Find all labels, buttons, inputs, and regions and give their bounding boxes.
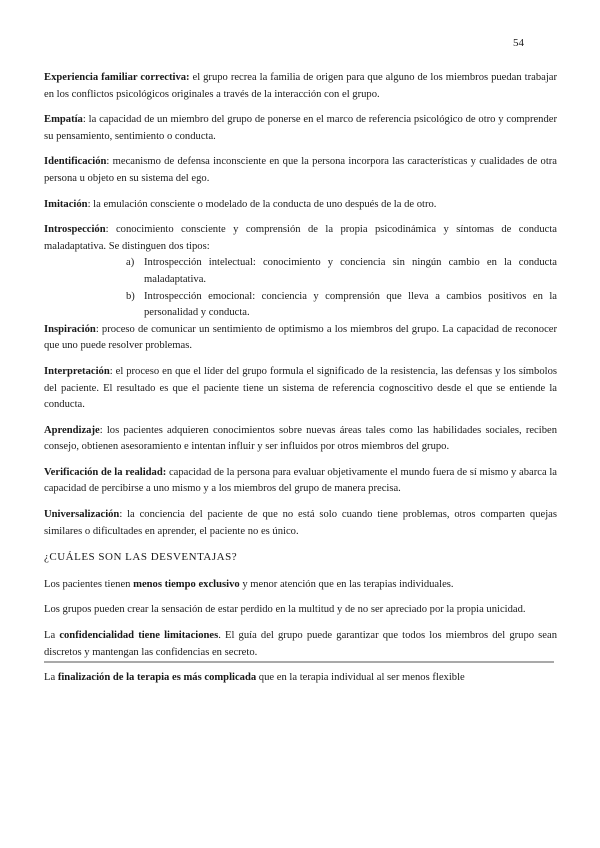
- definition-text: : conocimiento consciente y comprensión de la propia psicodinámica y síntomas de conducta maladaptativa. Se distinguen dos tipos:: [44, 224, 557, 252]
- emphasis: finalización de la terapia es más complicada: [57, 672, 257, 684]
- definition-term: Interpretación: [44, 365, 110, 377]
- text-run: Los pacientes tienen: [44, 578, 134, 590]
- definition-paragraph: [44, 465, 557, 498]
- definition-term: Inspiración: [44, 323, 96, 335]
- definition-text: : la emulación consciente o modelado de la conducta de uno después de la de otro.: [87, 198, 437, 210]
- list-item: [126, 255, 557, 288]
- list-marker: a): [126, 257, 135, 269]
- disadvantage-paragraph: [44, 577, 557, 594]
- text-run: . El guía del grupo puede garantizar que todos los miembros del grupo sean discretos y mantengan las confidencias en secreto.: [44, 630, 557, 658]
- list-item-text: Introspección emocional: conciencia y comprensión que lleva a cambios positivos en la personalidad y conducta.: [144, 290, 557, 319]
- definition-paragraph: [44, 507, 557, 540]
- definition-text: : la conciencia del paciente de que no está solo cuando tiene problemas, otros comparten quejas similares o dificultades en aprender, el paciente no es único.: [44, 509, 557, 537]
- definition-paragraph: [44, 322, 557, 355]
- definition-paragraph-introspection: [44, 222, 557, 255]
- disadvantage-paragraph: Los grupos pueden crear la sensación de estar perdido en la multitud y de no ser apreciado por la propia unicidad.: [44, 604, 526, 616]
- document-body: [44, 70, 557, 696]
- page-number: 54: [513, 37, 524, 49]
- text-run: La: [44, 672, 58, 684]
- definition-text: el grupo recrea la familia de origen para que alguno de los miembros puedan trabajar en los conflictos psicológicos originales a través de la interacción con el grupo.: [44, 72, 557, 100]
- definition-term: Introspección: [44, 224, 106, 236]
- definition-text: capacidad de la persona para evaluar objetivamente el mundo fuera de sí mismo y abarca la capacidad de percibirse a uno mismo y a los miembros del grupo de manera precisa.: [44, 466, 557, 495]
- text-run: que en la terapia individual al ser menos flexible: [256, 672, 465, 684]
- text-run: y menor atención que en las terapias individuales.: [239, 578, 454, 590]
- list-item: [126, 289, 557, 322]
- disadvantage-paragraph: [44, 628, 557, 661]
- definition-text: : mecanismo de defensa inconsciente en que la persona incorpora las características y cualidades de otra persona u objeto en su sistema del ego.: [44, 156, 557, 184]
- definition-term: Verificación de la realidad:: [44, 466, 167, 478]
- definition-paragraph: [44, 364, 557, 414]
- definition-paragraph: [44, 70, 557, 103]
- definition-term: Identificación: [44, 156, 107, 168]
- definition-text: : los pacientes adquieren conocimientos sobre nuevas áreas tales como las habilidades sociales, reciben consejo, obtienen asesoramiento e intentan influir y ser influidos por otros miembros del grupo.: [44, 424, 557, 453]
- list-item-text: Introspección intelectual: conocimiento y conciencia sin ningún cambio en la conducta maladaptativa.: [144, 257, 557, 285]
- horizontal-rule: [44, 661, 554, 663]
- introspection-types-list: [44, 255, 557, 321]
- list-marker: b): [126, 290, 135, 302]
- definition-term: Aprendizaje: [44, 424, 100, 436]
- emphasis: menos tiempo exclusivo: [133, 578, 240, 590]
- definition-paragraph: [44, 197, 557, 214]
- definition-term: Experiencia familiar correctiva:: [44, 72, 190, 83]
- definition-text: : proceso de comunicar un sentimiento de optimismo a los miembros del grupo. La capacidad de reconocer que uno puede resolver problemas.: [44, 323, 557, 352]
- definition-text: : el proceso en que el líder del grupo formula el significado de la resistencia, las defensas y los símbolos del paciente. El resultado es que el paciente tiene un sistema de referencia cognoscitivo desde el que se entiende la conducta.: [44, 365, 557, 411]
- definition-term: Empatía: [44, 114, 83, 126]
- definition-term: Imitación: [44, 198, 88, 210]
- definition-paragraph: [44, 154, 557, 187]
- text-run: La: [44, 630, 60, 642]
- definition-paragraph: [44, 423, 557, 456]
- definition-paragraph: [44, 112, 557, 145]
- section-heading: ¿CUÁLES SON LAS DESVENTAJAS?: [44, 551, 238, 564]
- definition-text: : la capacidad de un miembro del grupo de ponerse en el marco de referencia psicológico de otro y comprender su pensamiento, sentimiento o conducta.: [44, 114, 557, 142]
- emphasis: confidencialidad tiene limitaciones: [59, 630, 219, 642]
- disadvantage-paragraph: [44, 670, 557, 687]
- definition-term: Universalización: [44, 509, 120, 521]
